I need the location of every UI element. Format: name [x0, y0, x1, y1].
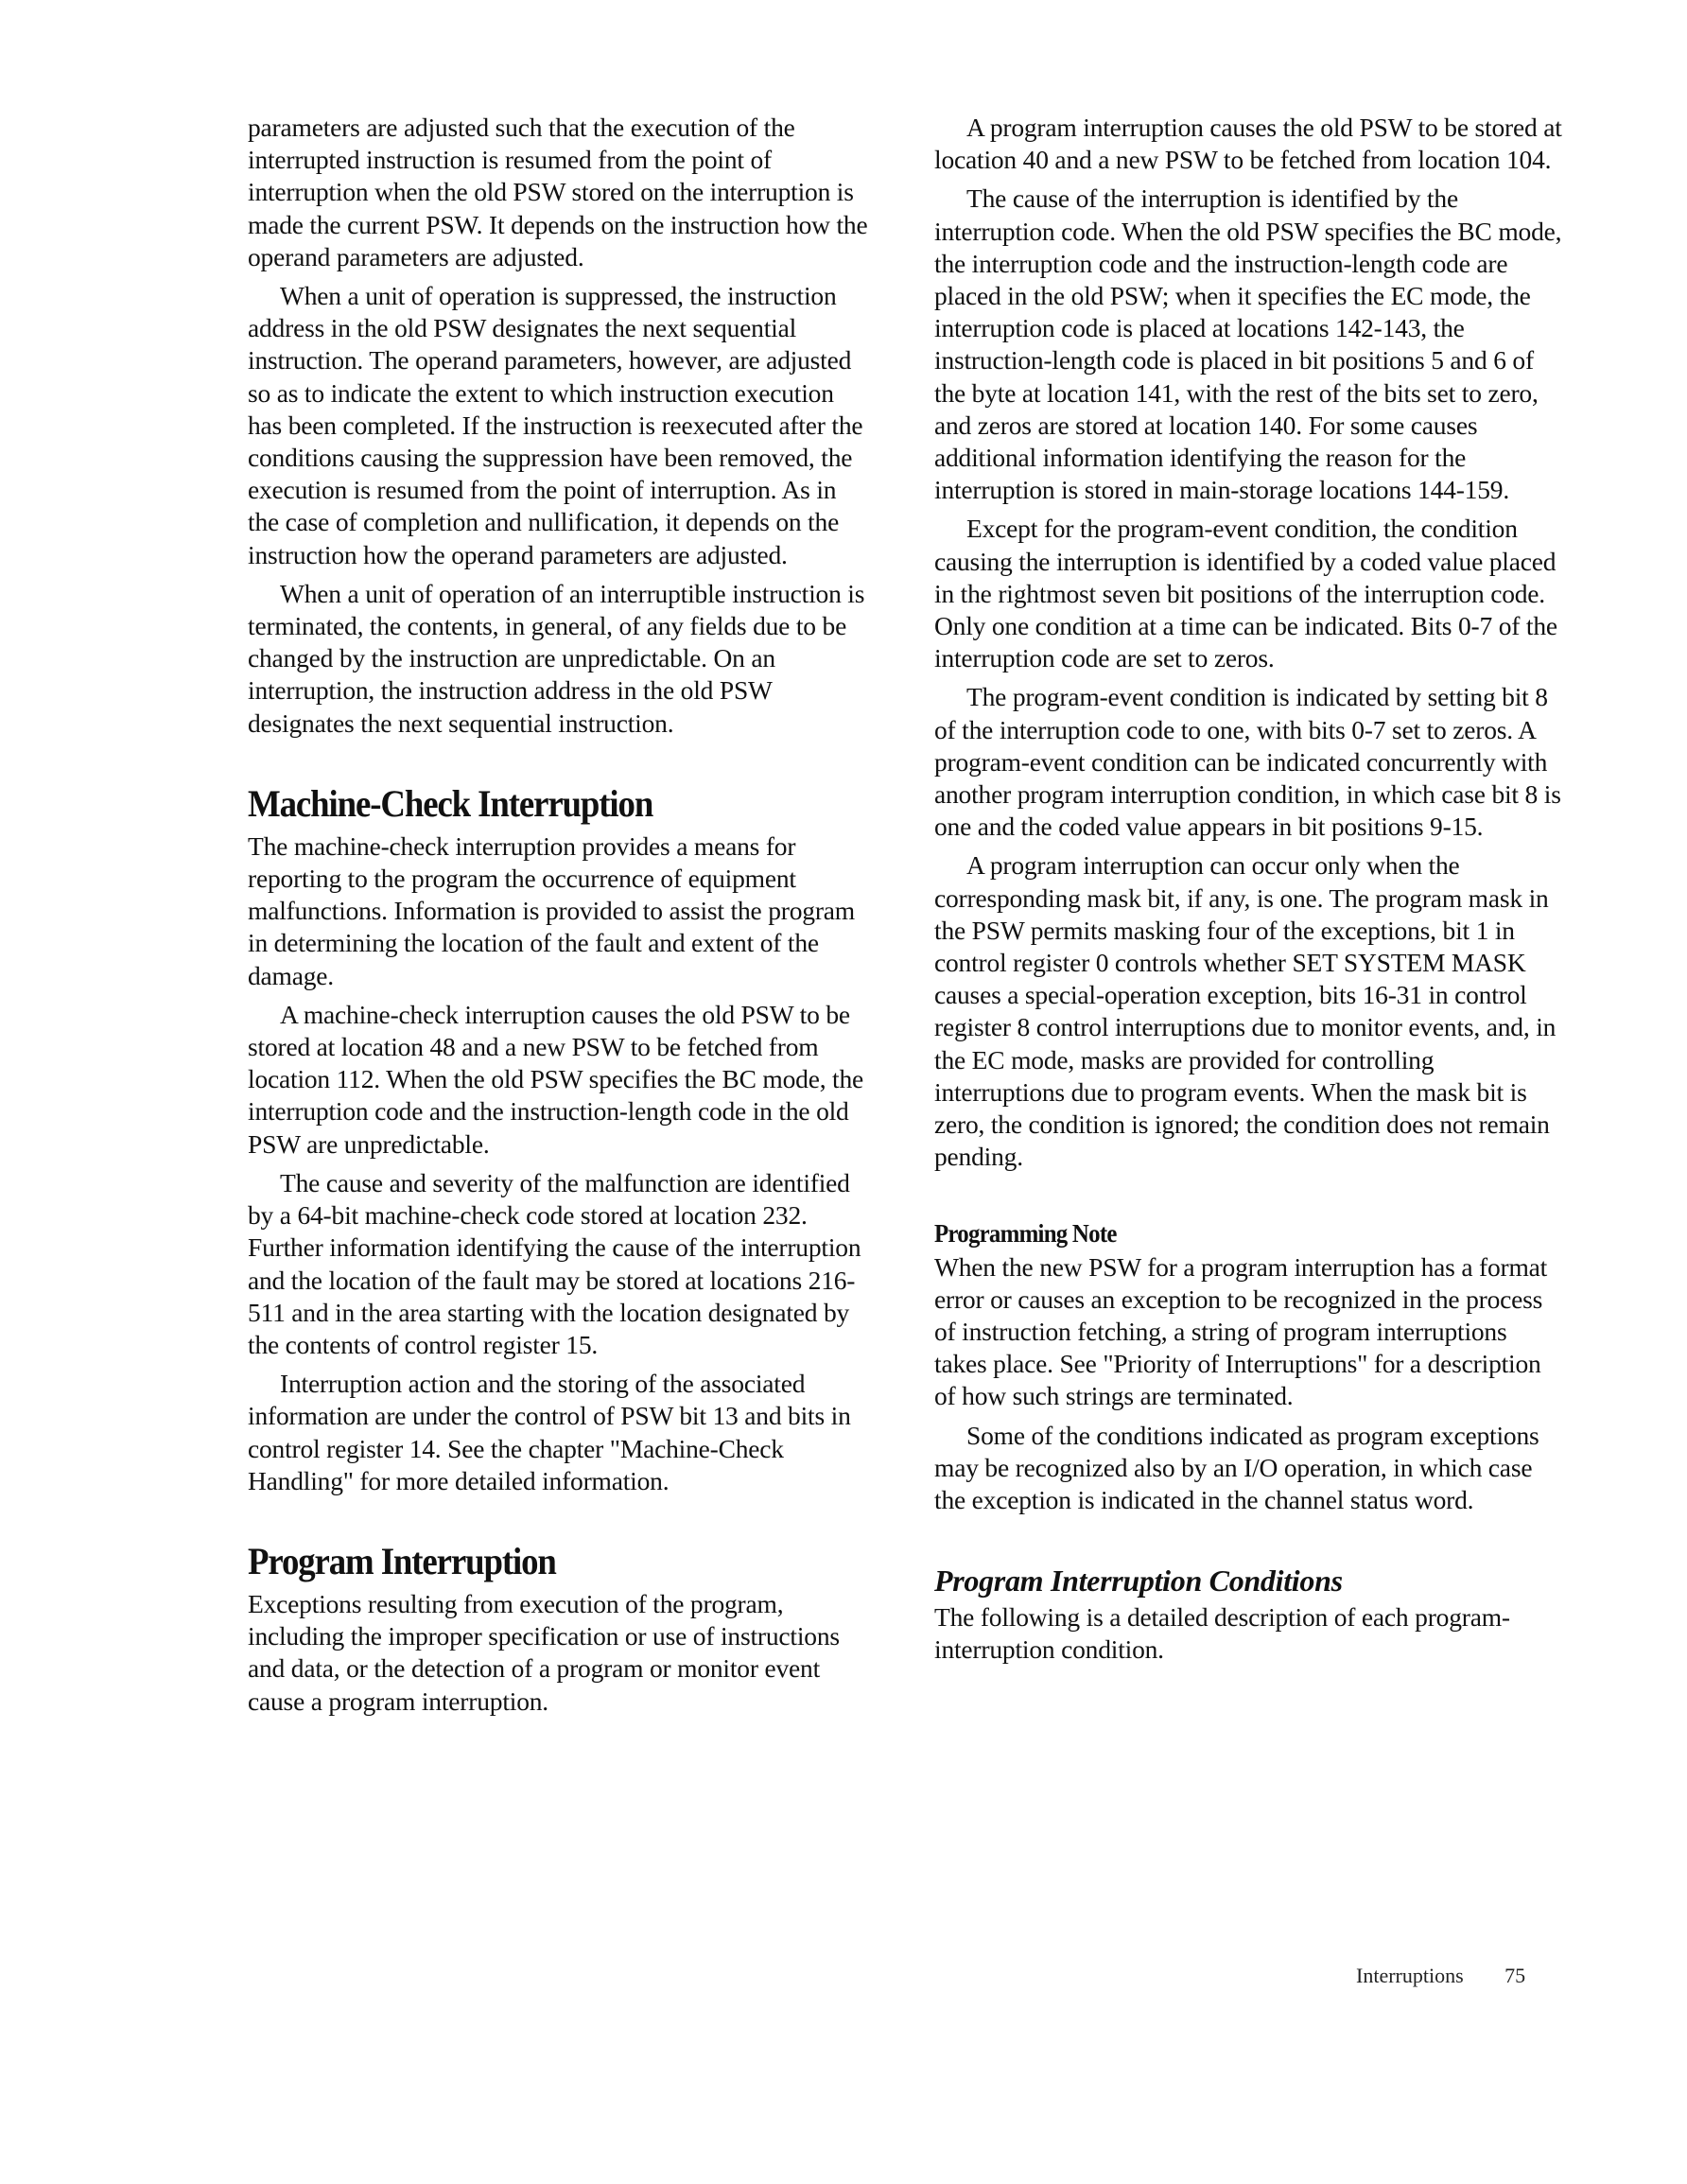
- programming-note-heading: Programming Note: [934, 1218, 1117, 1248]
- program-interruption-paragraph: The program-event condition is indicated by setting bit 8 of the interruption code to one, with bits 0-7 set to zeros. A program-event condition can be indicated concurrently with another program interruption condition, in which case bit 8 is one and the coded value appears in bit positions 9-15.: [934, 682, 1561, 842]
- machine-check-heading: Machine-Check Interruption: [248, 781, 653, 825]
- right-column: [934, 112, 1563, 1673]
- page-footer: [1356, 1964, 1525, 1988]
- machine-check-paragraph: A machine-check interruption causes the old PSW to be stored at location 48 and a new PSW to be fetched from location 112. When the old PSW specifies the BC mode, the interruption code and the instruction-length code in the old PSW are unpredictable.: [248, 999, 864, 1159]
- paragraph-suppression: When a unit of operation is suppressed, the instruction address in the old PSW designates the next sequential instruction. The operand parameters, however, are adjusted so as to indicate the extent to which instruction execution has been completed. If the instruction is reexecuted after the conditions causing the suppression have been removed, the execution is resumed from the point of interruption. As in the case of completion and nullification, it depends on the instruction how the operand parameters are adjusted.: [248, 281, 863, 569]
- paragraph-continuation: parameters are adjusted such that the execution of the interrupted instruction is resumed from the point of interruption when the old PSW stored on the interruption is made the current PSW. It depends on the instruction how the operand parameters are adjusted.: [248, 113, 868, 271]
- program-interruption-paragraph: Exceptions resulting from execution of the program, including the improper specification or use of instructions and data, or the detection of a program or monitor event cause a program interruption.: [248, 1588, 840, 1716]
- programming-note-paragraph: Some of the conditions indicated as program exceptions may be recognized also by an I/O operation, in which case the exception is indicated in the channel status word.: [934, 1420, 1539, 1514]
- program-interruption-heading: Program Interruption: [248, 1539, 556, 1582]
- page-number: 75: [1504, 1964, 1526, 1987]
- program-interruption-paragraph: Except for the program-event condition, the condition causing the interruption is identified by a coded value placed in the rightmost seven bit positions of the interruption code. Only one condition at a time can be indicated. Bits 0-7 of the interruption code are set to zeros.: [934, 514, 1557, 673]
- conditions-paragraph: The following is a detailed description of each program-interruption condition.: [934, 1602, 1510, 1665]
- program-interruption-paragraph: A program interruption causes the old PSW to be stored at location 40 and a new PSW to be fetched from location 104.: [934, 113, 1562, 175]
- footer-section-title: Interruptions: [1356, 1964, 1464, 1987]
- programming-note-paragraph: When the new PSW for a program interruption has a format error or causes an exception to be recognized in the process of instruction fetching, a string of program interruptions takes place. See "Priority of Interruptions" for a description of how such strings are terminated.: [934, 1251, 1548, 1411]
- paragraph-termination: When a unit of operation of an interruptible instruction is terminated, the contents, in general, of any fields due to be changed by the instruction are unpredictable. On an interruption, the instruction address in the old PSW designates the next sequential instruction.: [248, 578, 865, 738]
- program-interruption-paragraph: A program interruption can occur only when the corresponding mask bit, if any, is one. The program mask in the PSW permits masking four of the exceptions, bit 1 in control register 0 controls whether SET SYSTEM MASK causes a special-operation exception, bits 16-31 in control register 8 control interruptions due to monitor events, and, in the EC mode, masks are provided for controlling interruptions due to program events. When the mask bit is zero, the condition is ignored; the condition does not remain pending.: [934, 850, 1557, 1172]
- left-column: [248, 112, 872, 1724]
- machine-check-paragraph: The cause and severity of the malfunction are identified by a 64-bit machine-check code stored at location 232. Further information identifying the cause of the interruption and the location of the fault may be stored at locations 216-511 and in the area starting with the location designated by the contents of control register 15.: [248, 1167, 861, 1359]
- conditions-heading: Program Interruption Conditions: [934, 1564, 1343, 1599]
- machine-check-paragraph: The machine-check interruption provides a means for reporting to the program the occurrence of equipment malfunctions. Information is provided to assist the program in determining the location of the fault and extent of the damage.: [248, 830, 855, 990]
- machine-check-paragraph: Interruption action and the storing of the associated information are under the control of PSW bit 13 and bits in control register 14. See the chapter "Machine-Check Handling" for more detailed information.: [248, 1369, 851, 1495]
- program-interruption-paragraph: The cause of the interruption is identified by the interruption code. When the old PSW specifies the BC mode, the interruption code and the instruction-length code are placed in the old PSW; when it specifies the EC mode, the interruption code is placed at locations 142-143, the instruction-length code is placed in bit positions 5 and 6 of the byte at location 141, with the rest of the bits set to zero, and zeros are stored at location 140. For some causes additional information identifying the reason for the interruption is stored in main-storage locations 144-159.: [934, 183, 1562, 505]
